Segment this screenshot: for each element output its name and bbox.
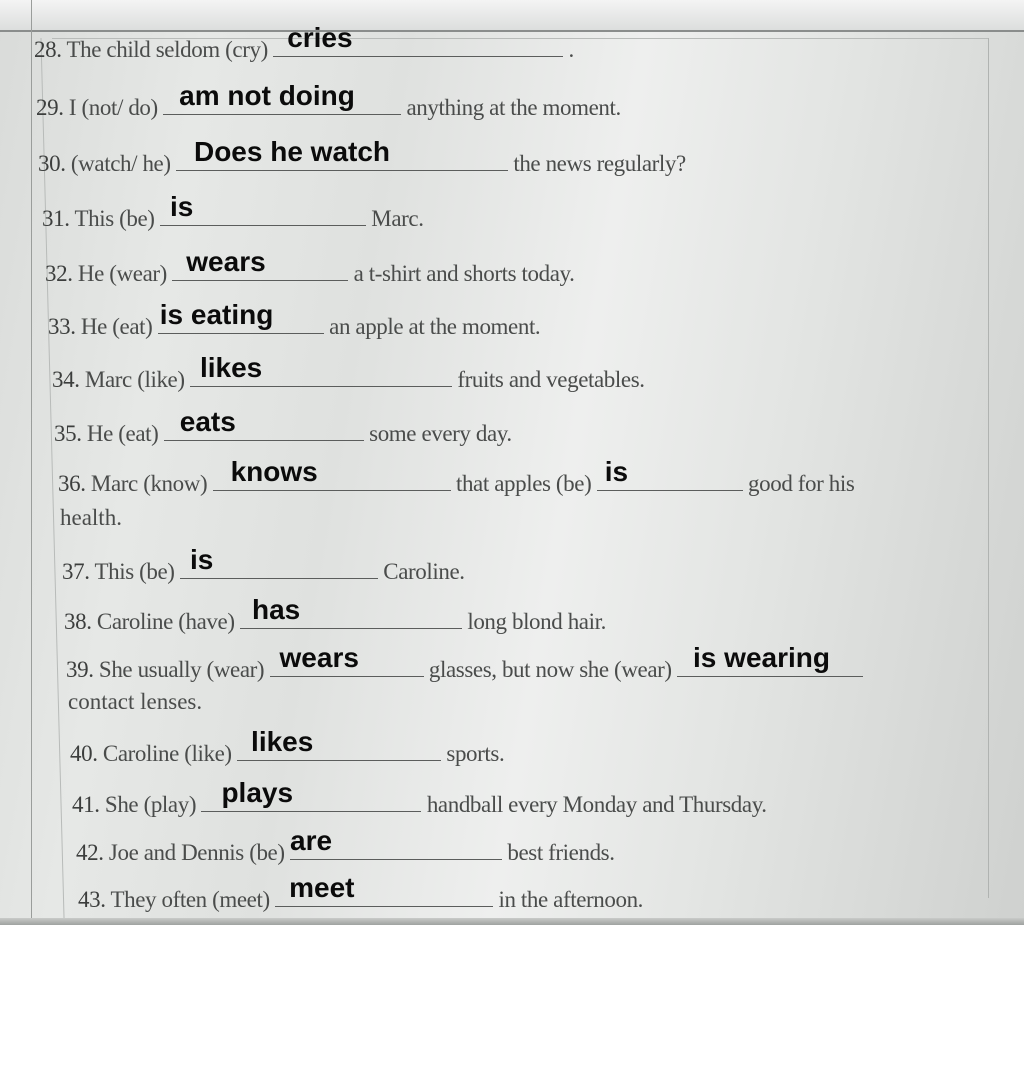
answer-text: wears — [186, 246, 266, 277]
answer-blank — [201, 777, 421, 812]
monitor-top-edge — [0, 0, 1024, 32]
answer-text: wears — [279, 642, 359, 673]
answer-text: likes — [199, 352, 263, 383]
exercise-41: 41. She (play) plays handball every Monday and Thursday. — [72, 777, 767, 817]
exercise-32: 32. He (wear) wears a t-shirt and shorts today. — [45, 246, 575, 286]
exercise-31: 31. This (be) is Marc. — [42, 191, 424, 231]
exercise-39: 39. She usually (wear) wears glasses, but now she (wear) is wearing — [66, 654, 863, 683]
answer-blank-2 — [597, 456, 743, 491]
answer-blank — [270, 642, 424, 677]
exercise-39-continuation: contact lenses. — [68, 689, 203, 714]
photo-bottom-edge — [0, 918, 1024, 925]
answer-text: eats — [179, 406, 236, 437]
answer-blank — [176, 136, 508, 171]
answer-blank — [164, 406, 364, 441]
exercise-40: 40. Caroline (like) likes sports. — [70, 726, 505, 766]
answer-text: am not doing — [179, 80, 355, 111]
answer-blank — [158, 299, 324, 334]
answer-blank — [290, 825, 502, 860]
exercise-34: 34. Marc (like) likes fruits and vegetables. — [52, 352, 645, 392]
answer-text: cries — [287, 22, 353, 53]
answer-text: is — [189, 544, 214, 575]
answer-blank — [237, 726, 441, 761]
answer-blank — [160, 191, 366, 226]
frame-border-right — [988, 38, 989, 898]
answer-blank — [180, 544, 378, 579]
answer-blank — [172, 246, 348, 281]
exercise-28: 28. The child seldom (cry) cries . — [34, 22, 574, 62]
answer-text: is — [169, 191, 194, 222]
exercise-36: 36. Marc (know) knows that apples (be) is good for his — [58, 456, 855, 496]
exercise-29: 29. I (not/ do) am not doing anything at the moment. — [36, 80, 621, 120]
answer-text: meet — [289, 872, 355, 903]
answer-blank-2 — [677, 642, 863, 677]
exercise-38: 38. Caroline (have) has long blond hair. — [64, 594, 606, 634]
answer-blank — [213, 456, 451, 491]
exercise-36-continuation: health. — [60, 505, 122, 530]
answer-text-2: is wearing — [693, 642, 830, 673]
answer-blank — [190, 352, 452, 387]
frame-border-left — [31, 0, 32, 925]
exercise-37: 37. This (be) is Caroline. — [62, 544, 465, 584]
answer-blank — [273, 22, 563, 57]
answer-text: Does he watch — [193, 136, 391, 167]
answer-text: are — [290, 825, 333, 856]
answer-text: plays — [221, 777, 294, 808]
answer-text: is eating — [159, 299, 274, 330]
exercise-33: 33. He (eat) is eating an apple at the moment. — [48, 299, 541, 339]
exercise-42: 42. Joe and Dennis (be) are best friends. — [76, 825, 615, 865]
answer-blank — [240, 594, 462, 629]
exercise-30: 30. (watch/ he) Does he watch the news regularly? — [38, 136, 686, 176]
answer-blank — [163, 80, 401, 115]
exercise-35: 35. He (eat) eats some every day. — [54, 406, 512, 446]
answer-text-2: is — [604, 456, 629, 487]
answer-blank — [275, 872, 493, 907]
answer-text: knows — [230, 456, 318, 487]
exercise-43: 43. They often (meet) meet in the afternoon. — [78, 872, 644, 912]
answer-text: likes — [251, 726, 314, 757]
answer-text: has — [251, 594, 301, 625]
